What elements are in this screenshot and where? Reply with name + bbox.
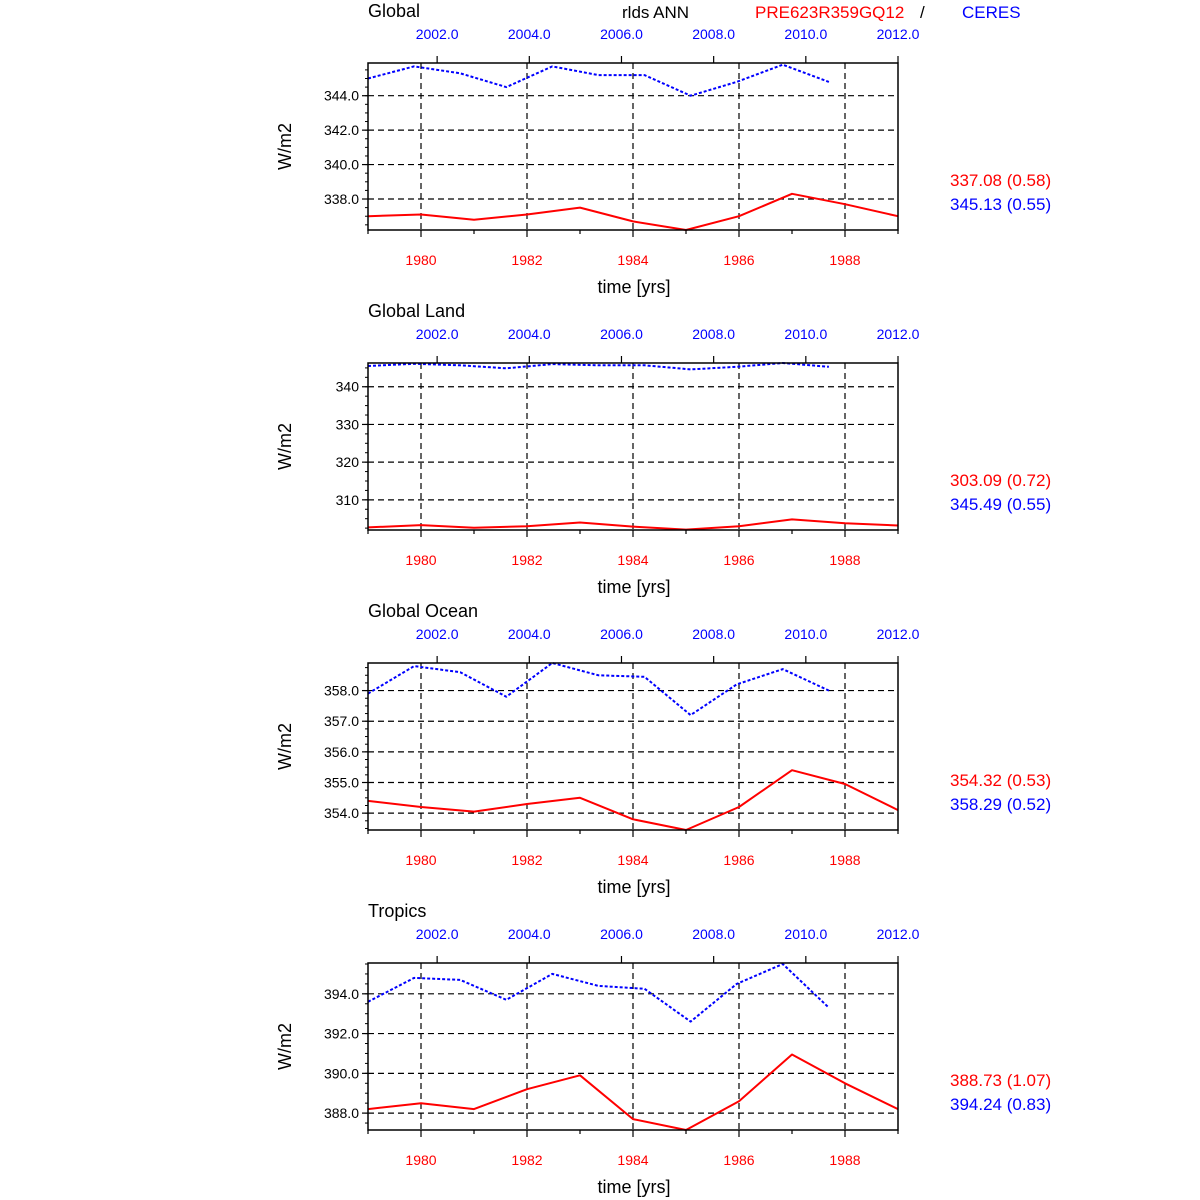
top-x-tick-label: 2010.0 [784, 26, 828, 42]
x-tick-label: 1980 [405, 1152, 437, 1168]
top-x-tick-label: 2006.0 [600, 626, 643, 642]
x-tick-label: 1982 [511, 252, 543, 268]
x-tick-label: 1986 [723, 552, 755, 568]
model-label: PRE623R359GQ12 [755, 3, 905, 22]
obs-stats: 345.13 (0.55) [950, 195, 1052, 214]
panel-title: Global Land [368, 301, 466, 321]
panel-3 [275, 601, 1051, 897]
y-axis-label: W/m2 [275, 723, 295, 770]
top-x-tick-label: 2008.0 [692, 926, 736, 942]
obs-series-line [368, 65, 829, 96]
y-axis-label: W/m2 [275, 1023, 295, 1070]
top-x-tick-label: 2006.0 [600, 926, 643, 942]
top-x-tick-label: 2010.0 [784, 626, 828, 642]
x-axis-label: time [yrs] [597, 277, 671, 297]
model-stats: 388.73 (1.07) [950, 1071, 1052, 1090]
top-x-tick-label: 2008.0 [692, 326, 736, 342]
top-x-tick-label: 2010.0 [784, 926, 828, 942]
y-tick-label: 394.0 [323, 985, 359, 1002]
x-tick-label: 1980 [405, 852, 437, 868]
top-x-tick-label: 2002.0 [415, 326, 459, 342]
top-x-tick-label: 2006.0 [600, 26, 643, 42]
top-x-tick-label: 2012.0 [876, 626, 920, 642]
y-tick-label: 390.0 [323, 1065, 359, 1082]
x-tick-label: 1982 [511, 1152, 543, 1168]
panel-title: Tropics [368, 901, 427, 921]
panels [275, 1, 1051, 1197]
obs-series-line [368, 663, 829, 715]
obs-stats: 394.24 (0.83) [950, 1095, 1052, 1114]
figure-header [622, 3, 1021, 22]
x-tick-label: 1984 [617, 852, 649, 868]
top-x-tick-label: 2012.0 [876, 326, 920, 342]
obs-series-line [368, 964, 829, 1022]
x-axis-label: time [yrs] [597, 877, 671, 897]
y-tick-label: 392.0 [323, 1025, 359, 1042]
top-x-tick-label: 2002.0 [415, 926, 459, 942]
x-tick-label: 1988 [829, 1152, 861, 1168]
top-x-tick-label: 2004.0 [507, 26, 551, 42]
y-tick-label: 340.0 [323, 156, 359, 173]
x-axis-label: time [yrs] [597, 577, 671, 597]
top-x-tick-label: 2002.0 [415, 26, 459, 42]
y-axis-label: W/m2 [275, 123, 295, 170]
y-tick-label: 342.0 [323, 122, 359, 139]
y-tick-label: 310 [335, 491, 359, 508]
model-stats: 337.08 (0.58) [950, 171, 1052, 190]
model-series-line [368, 770, 898, 830]
figure-title: rlds ANN [622, 3, 690, 22]
panel-1 [275, 1, 1051, 297]
top-x-tick-label: 2008.0 [692, 26, 736, 42]
top-x-tick-label: 2012.0 [876, 26, 920, 42]
x-tick-label: 1982 [511, 552, 543, 568]
top-x-tick-label: 2004.0 [507, 626, 551, 642]
top-x-tick-label: 2002.0 [415, 626, 459, 642]
x-tick-label: 1986 [723, 252, 755, 268]
obs-stats: 345.49 (0.55) [950, 495, 1052, 514]
top-x-tick-label: 2008.0 [692, 626, 736, 642]
obs-series-line [368, 363, 829, 369]
top-x-tick-label: 2004.0 [507, 326, 551, 342]
y-tick-label: 357.0 [323, 713, 359, 730]
y-tick-label: 338.0 [323, 191, 359, 208]
y-tick-label: 354.0 [323, 805, 359, 822]
y-tick-label: 355.0 [323, 774, 359, 791]
x-axis-label: time [yrs] [597, 1177, 671, 1197]
top-x-tick-label: 2006.0 [600, 326, 643, 342]
y-tick-label: 356.0 [323, 743, 359, 760]
panel-title: Global Ocean [368, 601, 479, 621]
x-tick-label: 1984 [617, 552, 649, 568]
y-tick-label: 344.0 [323, 87, 359, 104]
y-tick-label: 330 [335, 416, 359, 433]
y-tick-label: 358.0 [323, 682, 359, 699]
x-tick-label: 1986 [723, 1152, 755, 1168]
panel-4 [275, 901, 1051, 1197]
top-x-tick-label: 2012.0 [876, 926, 920, 942]
x-tick-label: 1988 [829, 552, 861, 568]
top-x-tick-label: 2004.0 [507, 926, 551, 942]
x-tick-label: 1984 [617, 252, 649, 268]
y-tick-label: 320 [335, 454, 359, 471]
x-tick-label: 1982 [511, 852, 543, 868]
obs-label: CERES [962, 3, 1021, 22]
y-tick-label: 388.0 [323, 1105, 359, 1122]
x-tick-label: 1988 [829, 852, 861, 868]
y-tick-label: 340 [335, 378, 359, 395]
panel-2 [275, 301, 1051, 597]
x-tick-label: 1980 [405, 552, 437, 568]
panel-title: Global [368, 1, 421, 21]
x-tick-label: 1988 [829, 252, 861, 268]
obs-stats: 358.29 (0.52) [950, 795, 1052, 814]
y-axis-label: W/m2 [275, 423, 295, 470]
label-separator: / [920, 3, 925, 22]
x-tick-label: 1984 [617, 1152, 649, 1168]
model-stats: 303.09 (0.72) [950, 471, 1052, 490]
x-tick-label: 1980 [405, 252, 437, 268]
model-stats: 354.32 (0.53) [950, 771, 1052, 790]
x-tick-label: 1986 [723, 852, 755, 868]
top-x-tick-label: 2010.0 [784, 326, 828, 342]
